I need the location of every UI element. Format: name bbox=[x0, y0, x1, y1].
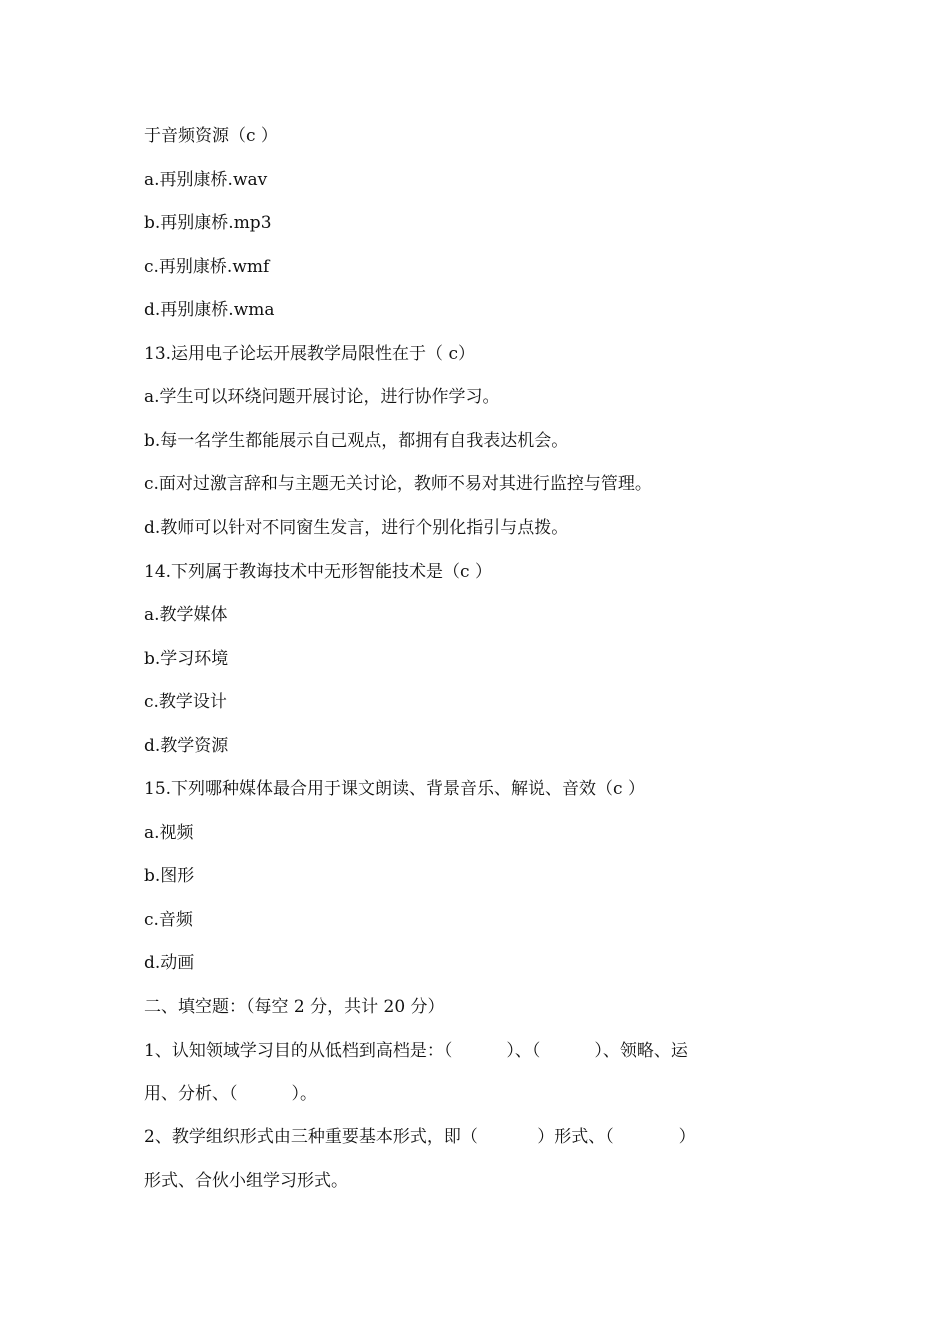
text-line: d.动画 bbox=[144, 953, 195, 973]
text-line: a.再别康桥.wav bbox=[144, 170, 268, 190]
text-line: 15.下列哪种媒体最合用于课文朗读、背景音乐、解说、音效（c ） bbox=[144, 779, 645, 799]
text-line: 用、分析、（ ）。 bbox=[144, 1084, 318, 1104]
text-line: a.视频 bbox=[144, 823, 194, 843]
text-line: b.再别康桥.mp3 bbox=[144, 213, 272, 233]
text-line: c.教学设计 bbox=[144, 692, 227, 712]
text-line: 二、填空题：（每空 2 分，共计 20 分） bbox=[144, 997, 445, 1017]
text-line: c.面对过激言辞和与主题无关讨论，教师不易对其进行监控与管理。 bbox=[144, 474, 652, 494]
text-line: a.教学媒体 bbox=[144, 605, 228, 625]
text-line: c.音频 bbox=[144, 910, 193, 930]
text-line: 2、教学组织形式由三种重要基本形式，即（ ）形式、（ ） bbox=[144, 1127, 696, 1147]
text-line: b.学习环境 bbox=[144, 649, 229, 669]
text-line: 于音频资源（c ） bbox=[144, 126, 278, 146]
text-line: b.图形 bbox=[144, 866, 195, 886]
text-line: d.教师可以针对不同窗生发言，进行个别化指引与点拨。 bbox=[144, 518, 569, 538]
text-line: 13.运用电子论坛开展教学局限性在于（ c） bbox=[144, 344, 475, 364]
text-line: b.每一名学生都能展示自己观点，都拥有自我表达机会。 bbox=[144, 431, 569, 451]
text-line: 1、认知领域学习目的从低档到高档是：（ ）、（ ）、领略、运 bbox=[144, 1041, 688, 1061]
text-line: a.学生可以环绕问题开展讨论，进行协作学习。 bbox=[144, 387, 500, 407]
text-line: 形式、合伙小组学习形式。 bbox=[144, 1171, 348, 1191]
text-line: c.再别康桥.wmf bbox=[144, 257, 270, 277]
text-line: d.教学资源 bbox=[144, 736, 229, 756]
text-line: 14.下列属于教诲技术中无形智能技术是（c ） bbox=[144, 562, 492, 582]
text-line: d.再别康桥.wma bbox=[144, 300, 275, 320]
